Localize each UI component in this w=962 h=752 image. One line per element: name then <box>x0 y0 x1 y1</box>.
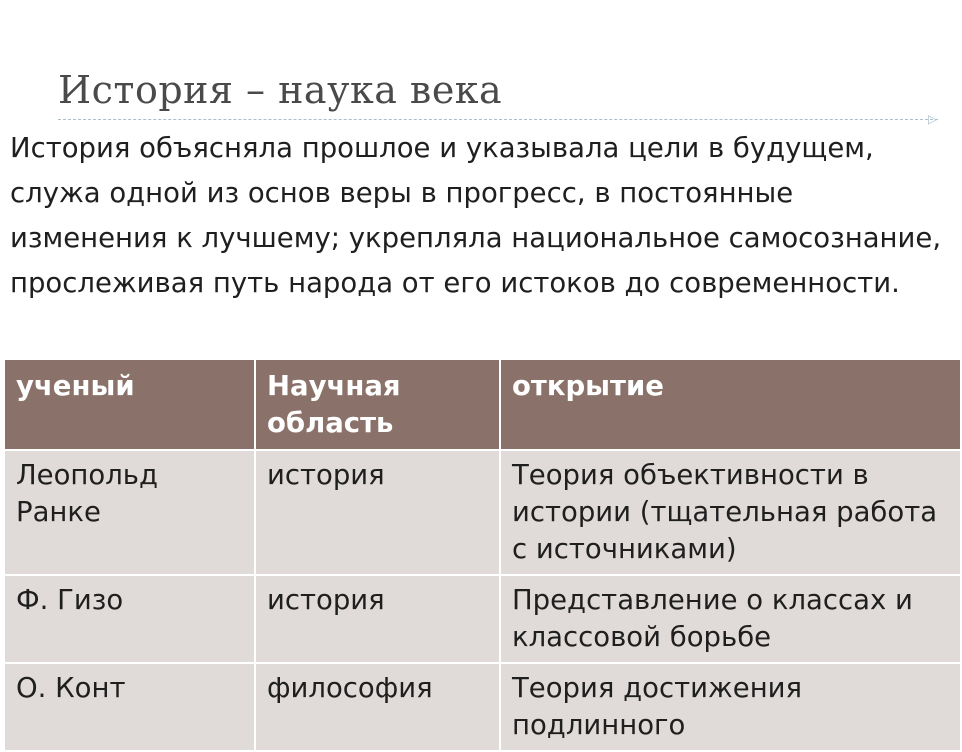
cell-discovery: Представление о классах и классовой борьбе <box>500 575 961 663</box>
cell-field: история <box>255 450 500 575</box>
cell-scientist: О. Конт <box>4 663 255 751</box>
body-paragraph: История объясняла прошлое и указывала цели в будущем, служа одной из основ веры в прогресс, в постоянные изменения к лучшему; укрепляла национальное самосознание, прослеживая путь народа от его истоков до современности. <box>10 132 942 299</box>
header-cell-scientist: ученый <box>4 359 255 450</box>
cell-discovery: Теория достижения подлинного <box>500 663 961 751</box>
cell-field: философия <box>255 663 500 751</box>
table-header-row <box>4 359 961 450</box>
slide-title: История – наука века <box>58 68 503 112</box>
header-cell-discovery: открытие <box>500 359 961 450</box>
scientists-table <box>3 358 962 752</box>
cell-field: история <box>255 575 500 663</box>
cell-scientist: Леопольд Ранке <box>4 450 255 575</box>
table-row <box>4 450 961 575</box>
title-divider <box>58 119 938 120</box>
table-row <box>4 663 961 751</box>
header-cell-field: Научная область <box>255 359 500 450</box>
triangle-bullet-icon: ▷ <box>928 112 938 126</box>
cell-scientist: Ф. Гизо <box>4 575 255 663</box>
table-row <box>4 575 961 663</box>
cell-discovery: Теория объективности в истории (тщательная работа с источниками) <box>500 450 961 575</box>
